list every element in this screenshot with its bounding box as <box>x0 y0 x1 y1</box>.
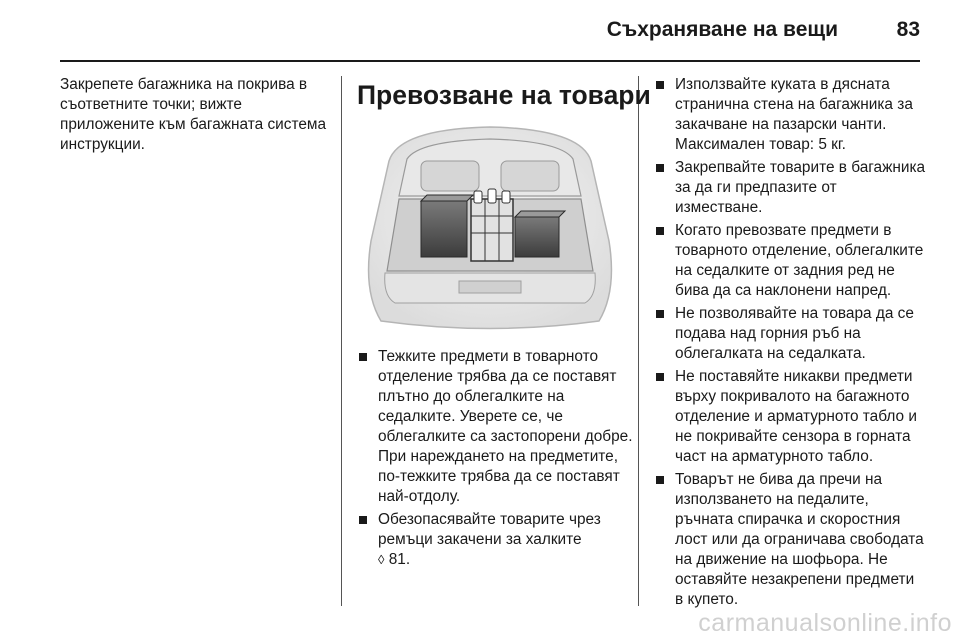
list-item: Не поставяйте никакви предмети върху покривалото на багажното отделение и арматурното табло и не покривайте сензора в горната част на арматурното табло. <box>656 367 926 467</box>
cargo-bullets-col3 <box>656 75 926 613</box>
bullet-square-icon <box>656 310 664 318</box>
bullet-square-icon <box>359 516 367 524</box>
column-divider-1 <box>341 76 342 606</box>
bullet-square-icon <box>656 373 664 381</box>
list-item: Тежките предмети в товарното отделение трябва да се поставят плътно до облегалките на седалките. Уверете се, че облегалките са застопорени добре. При нареждането на предметите, по-тежките трябва да се поставят най-отдолу. <box>359 347 634 507</box>
page-reference-icon: ◊ <box>378 552 385 567</box>
list-item: Обезопасявайте товарите чрез ремъци закачени за халките ◊ 81. <box>359 510 634 570</box>
list-item: Използвайте куката в дясната странична стена на багажника за закачване на пазарски чанти. Максимален товар: 5 кг. <box>656 75 926 155</box>
trunk-cargo-illustration <box>359 121 621 336</box>
list-item: Товарът не бива да пречи на използването на педалите, ръчната спирачка и скоростния лост или да ограничава свободата на движение на шофьора. Не оставяйте незакрепени предмети в купето. <box>656 470 926 610</box>
bullet-square-icon <box>359 353 367 361</box>
page-number: 83 <box>896 18 920 41</box>
cargo-bullets-col2 <box>359 347 634 573</box>
roof-rack-paragraph: Закрепете багажника на покрива в съответните точки; вижте приложените към багажната система инструкции. <box>60 76 327 153</box>
header-rule <box>60 60 920 62</box>
section-title: Превозване на товари <box>357 80 651 110</box>
bullet-square-icon <box>656 81 664 89</box>
bullet-square-icon <box>656 227 664 235</box>
list-item: Когато превозвате предмети в товарното отделение, облегалките на седалките от задния ред не бива да са наклонени напред. <box>656 221 926 301</box>
column-divider-2 <box>638 76 639 606</box>
list-item: Закрепвайте товарите в багажника за да ги предпазите от изместване. <box>656 158 926 218</box>
running-header-title: Съхраняване на вещи <box>606 18 838 41</box>
list-item: Не позволявайте на товара да се подава над горния ръб на облегалката на седалката. <box>656 304 926 364</box>
bullet-square-icon <box>656 476 664 484</box>
bullet-square-icon <box>656 164 664 172</box>
site-watermark: carmanualsonline.info <box>698 609 952 637</box>
page-reference-link[interactable]: 81. <box>388 551 411 568</box>
